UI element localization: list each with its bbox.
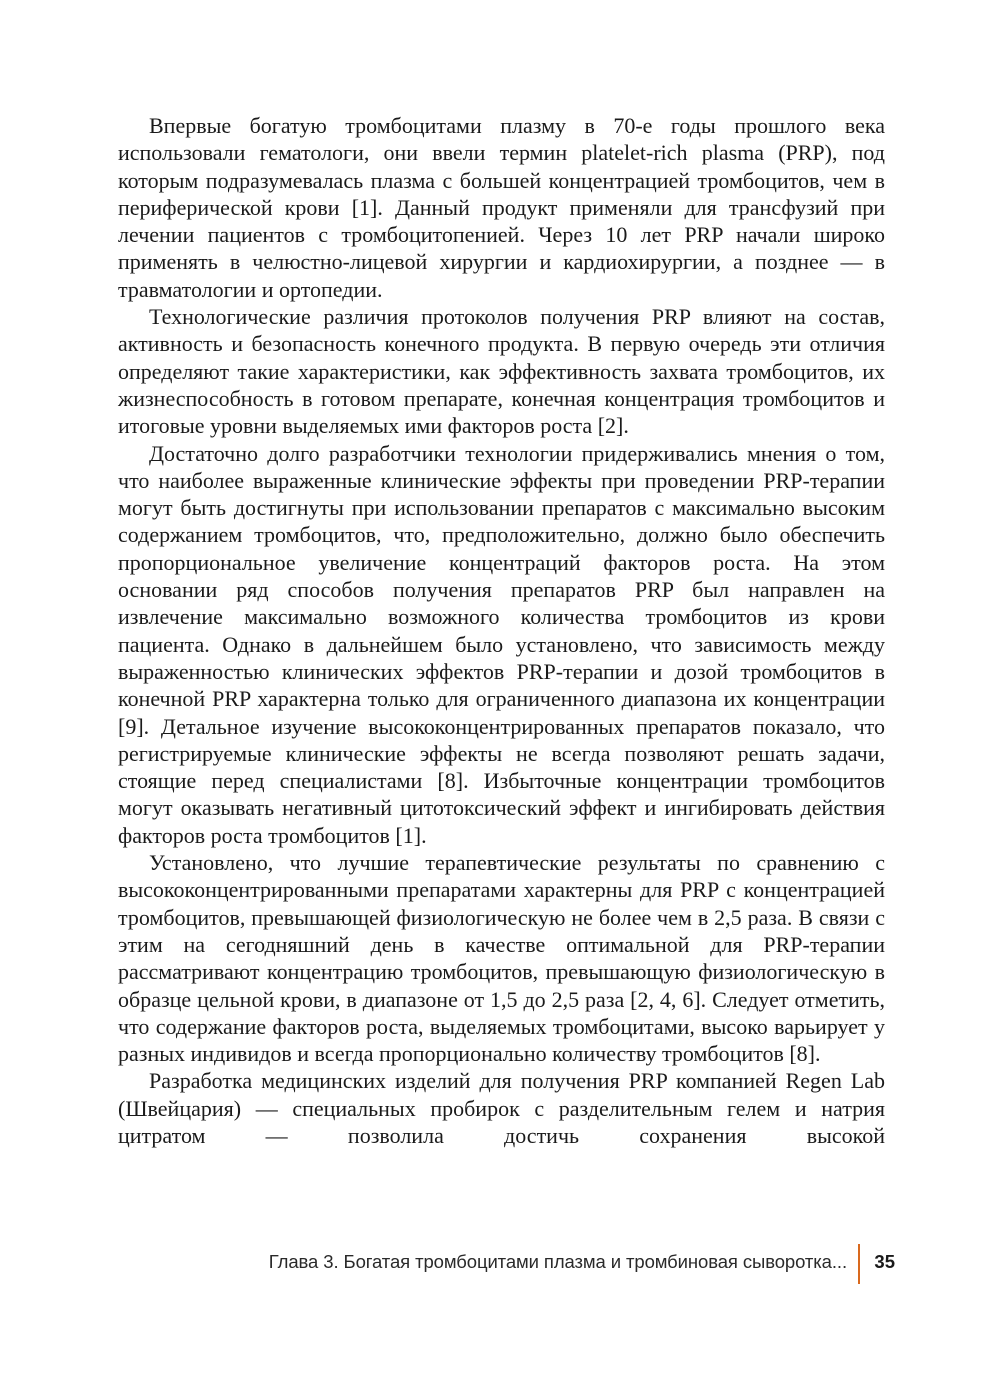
paragraph-3: Достаточно долго разработчики технологии придерживались мнения о том, что наиболее выраженные клинические эффекты при проведении PRP-терапии могут быть достигнуты при использовании препаратов с максимально высоким содержанием тромбоцитов, что, предположительно, должно было обеспечить пропорциональное увеличение концентраций факторов роста. На этом основании ряд способов получения препаратов PRP был направлен на извлечение максимально возможного количества тромбоцитов из крови пациента. Однако в дальнейшем было установлено, что зависимость между выраженностью клинических эффектов PRP-терапии и дозой тромбоцитов в конечной PRP характерна только для ограниченного диапазона их концентрации [9]. Детальное изучение высококонцентрированных препаратов показало, что регистрируемые клинические эффекты не всегда позволяют решать задачи, стоящие перед специалистами [8]. Избыточные концентрации тромбоцитов могут оказывать негативный цитотоксический эффект и ингибировать действия факторов роста тромбоцитов [1]. (118, 440, 885, 848)
paragraph-1: Впервые богатую тромбоцитами плазму в 70-е годы прошлого века использовали гематологи, они ввели термин platelet-rich plasma (PRP), под которым подразумевалась плазма с большей концентрацией тромбоцитов, чем в периферической крови [1]. Данный продукт применяли для трансфузий при лечении пациентов с тромбоцитопенией. Через 10 лет PRP начали широко применять в челюстно-лицевой хирургии и кардиохирургии, а позднее — в травматологии и ортопедии. (118, 113, 885, 302)
footer-divider (858, 1244, 860, 1284)
page-number: 35 (874, 1251, 895, 1272)
paragraph-2: Технологические различия протоколов получения PRP влияют на состав, активность и безопасность конечного продукта. В первую очередь эти отличия определяют такие характеристики, как эффективность захвата тромбоцитов, их жизнеспособность в готовом препарате, конечная концентрация тромбоцитов и итоговые уровни выделяемых ими факторов роста [2]. (118, 304, 885, 439)
paragraph-5: Разработка медицинских изделий для получения PRP компанией Regen Lab (Швейцария) — специальных пробирок с разделительным гелем и натрия цитратом — позволила достичь сохранения высокой (118, 1068, 885, 1148)
paragraph-4: Установлено, что лучшие терапевтические результаты по сравнению с высококонцентрированными препаратами характерны для PRP с концентрацией тромбоцитов, превышающей физиологическую не более чем в 2,5 раза. В связи с этим на сегодняшний день в качестве оптимальной для PRP-терапии рассматривают концентрацию тромбоцитов, превышающую физиологическую в образце цельной крови, в диапазоне от 1,5 до 2,5 раза [2, 4, 6]. Следует отметить, что содержание факторов роста, выделяемых тромбоцитами, высоко варьирует у разных индивидов и всегда пропорционально количеству тромбоцитов [8]. (118, 850, 885, 1067)
running-footer (118, 1244, 895, 1284)
main-text (118, 112, 885, 1149)
chapter-title: Глава 3. Богатая тромбоцитами плазма и тромбиновая сыворотка... (268, 1251, 847, 1272)
